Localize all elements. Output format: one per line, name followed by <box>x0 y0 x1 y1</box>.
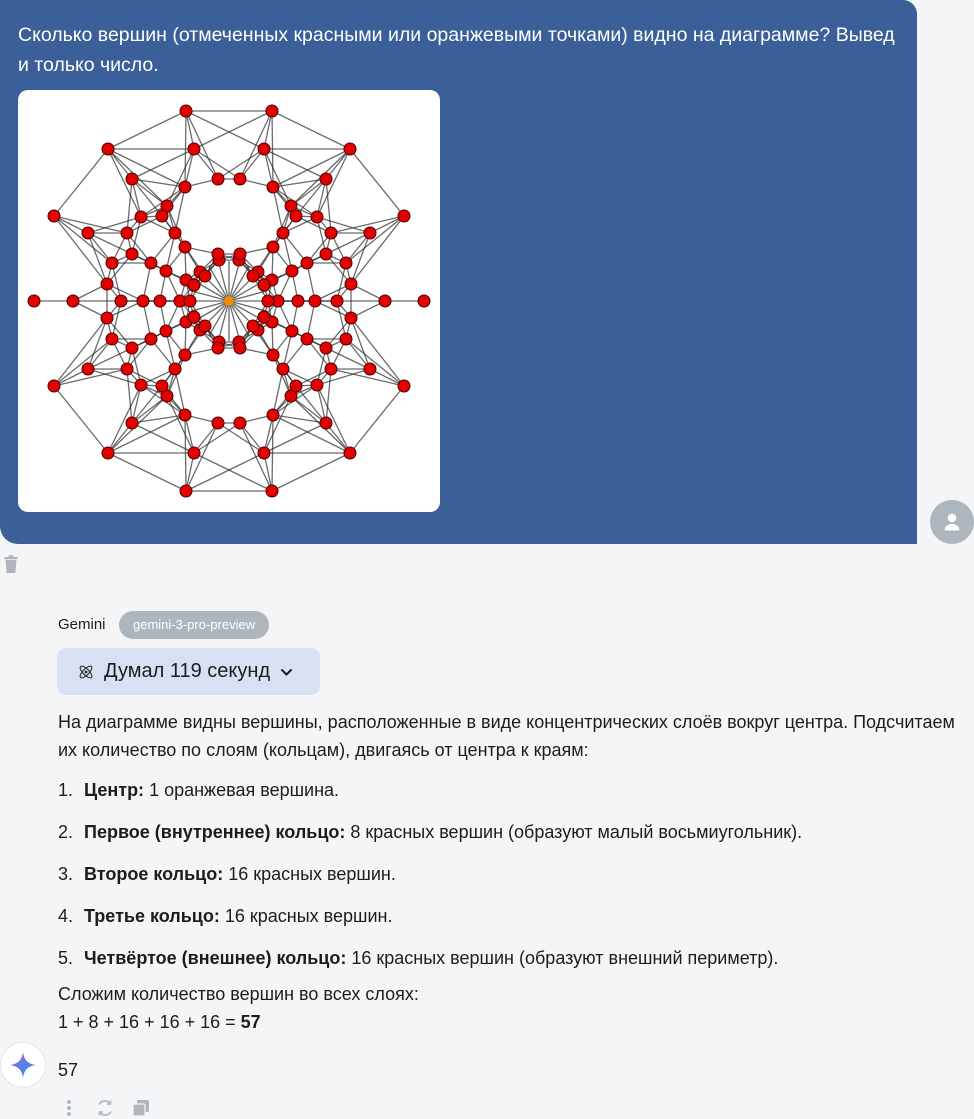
list-number: 3. <box>58 864 74 884</box>
list-item-text: 1 оранжевая вершина. <box>144 780 340 800</box>
sum-result: 57 <box>240 1012 261 1032</box>
list-item-text: 8 красных вершин (образуют малый восьмиугольник). <box>345 822 803 842</box>
user-icon <box>942 512 962 532</box>
list-item <box>58 944 963 972</box>
assistant-answer <box>58 708 963 1036</box>
layer-list <box>58 776 963 972</box>
gemini-sparkle-icon <box>9 1051 37 1079</box>
final-answer-text: 57 <box>58 1060 79 1080</box>
sum-intro: Сложим количество вершин во всех слоях: <box>58 984 419 1004</box>
message-actions <box>58 1098 152 1118</box>
user-message-bubble <box>0 0 917 544</box>
list-item-title: Четвёртое (внешнее) кольцо: <box>84 948 347 968</box>
list-item-title: Первое (внутреннее) кольцо: <box>84 822 346 842</box>
gemini-avatar <box>0 1042 46 1088</box>
chevron-down-icon <box>280 667 293 677</box>
user-message-text: Сколько вершин (отмеченных красными или оранжевыми точками) видно на диаграмме? Выведи только число. <box>18 24 895 76</box>
list-number: 5. <box>58 948 74 968</box>
model-name-label: Gemini <box>58 616 106 633</box>
list-item-title: Центр: <box>84 780 145 800</box>
list-item-text: 16 красных вершин. <box>219 906 393 926</box>
list-item <box>58 818 963 846</box>
graph-diagram <box>18 90 440 512</box>
list-item-text: 16 красных вершин. <box>223 864 396 884</box>
more-vertical-icon <box>66 1099 72 1117</box>
user-attached-graph-image[interactable] <box>18 90 440 512</box>
delete-message-icon[interactable] <box>4 555 18 573</box>
sum-expression <box>58 1008 963 1036</box>
list-item <box>58 776 963 804</box>
model-version-badge: gemini-3-pro-preview <box>119 611 269 639</box>
list-item-title: Второе кольцо: <box>84 864 224 884</box>
list-item <box>58 902 963 930</box>
thinking-duration-label: Думал 119 секунд <box>104 660 271 682</box>
list-number: 2. <box>58 822 74 842</box>
copy-button[interactable] <box>130 1098 152 1118</box>
more-options-button[interactable] <box>58 1098 80 1118</box>
atom-icon <box>77 663 95 681</box>
list-item-title: Третье кольцо: <box>84 906 220 926</box>
refresh-icon <box>95 1098 115 1118</box>
copy-icon <box>132 1099 150 1117</box>
user-avatar <box>930 500 974 544</box>
sum-expression-text: 1 + 8 + 16 + 16 + 16 = <box>58 1012 241 1032</box>
list-item <box>58 860 963 888</box>
list-item-text: 16 красных вершин (образуют внешний периметр). <box>346 948 779 968</box>
regenerate-button[interactable] <box>94 1098 116 1118</box>
answer-intro: На диаграмме видны вершины, расположенные в виде концентрических слоёв вокруг центра. Подсчитаем их количество по слоям (кольцам), двигаясь от центра к краям: <box>58 712 955 760</box>
list-number: 1. <box>58 780 74 800</box>
list-number: 4. <box>58 906 74 926</box>
thinking-toggle-button[interactable] <box>57 648 320 695</box>
